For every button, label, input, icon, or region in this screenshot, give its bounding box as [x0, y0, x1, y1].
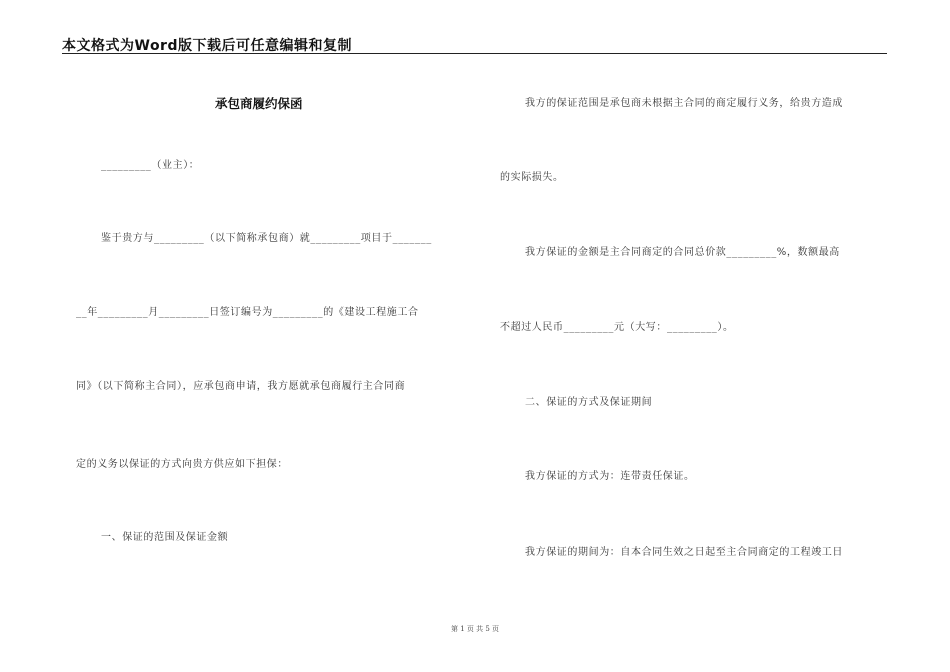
paragraph-line: 我方的保证范围是承包商未根据主合同的商定履行义务，给贵方造成: [525, 98, 843, 109]
paragraph-line: 鉴于贵方与_________（以下简称承包商）就_________项目于_______: [101, 233, 432, 244]
paragraph-line: __年_________月_________日签订编号为_________的《建设工程施工合: [76, 307, 419, 318]
document-title: 承包商履约保函: [215, 96, 303, 111]
paragraph-line: 定的义务以保证的方式向贵方供应如下担保：: [76, 459, 288, 470]
paragraph-line: 的实际损失。: [500, 172, 564, 183]
page-number: 第 1 页 共 5 页: [450, 625, 500, 633]
salutation-line: _________（业主）：: [101, 160, 200, 171]
header-text: 本文格式为Word版下载后可任意编辑和复制: [62, 38, 352, 54]
header-rule: [62, 53, 887, 54]
paragraph-line: 我方保证的金额是主合同商定的合同总价款_________%，数额最高: [525, 247, 840, 258]
paragraph-line: 我方保证的期间为：自本合同生效之日起至主合同商定的工程竣工日: [525, 547, 843, 558]
section-heading: 一、保证的范围及保证金额: [101, 532, 229, 543]
paragraph-line: 我方保证的方式为：连带责任保证。: [525, 471, 695, 482]
paragraph-line: 同》（以下简称主合同），应承包商申请，我方愿就承包商履行主合同商: [76, 381, 406, 392]
paragraph-line: 不超过人民币_________元（大写：_________）。: [500, 322, 734, 333]
section-heading: 二、保证的方式及保证期间: [525, 397, 653, 408]
